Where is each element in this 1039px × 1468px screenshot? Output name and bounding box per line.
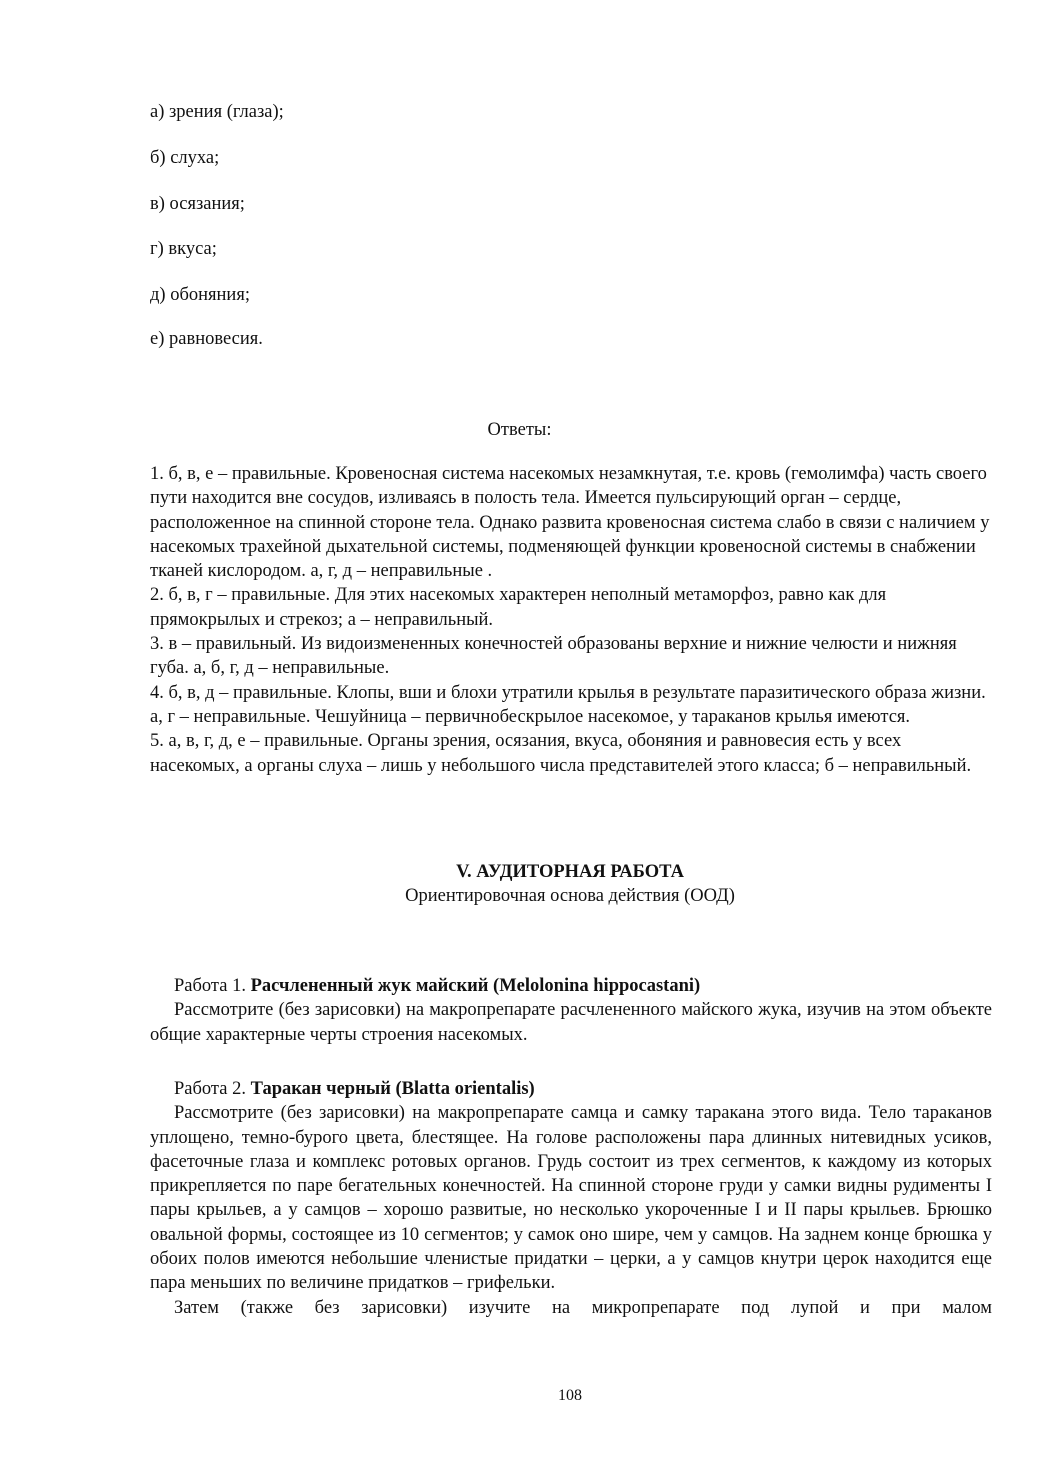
work-2-prefix: Работа 2.	[174, 1079, 251, 1099]
work-1-text: Рассмотрите (без зарисовки) на макропрепарате расчлененного майского жука, изучив на этом объекте общие характерные черты строения насекомых.	[150, 1000, 992, 1045]
option-c: в) осязания;	[150, 194, 245, 214]
section-title: V. АУДИТОРНАЯ РАБОТА	[456, 862, 684, 882]
work-1-prefix: Работа 1.	[174, 976, 251, 996]
work-1	[150, 974, 992, 1047]
option-f: е) равновесия.	[150, 329, 263, 349]
answers-list	[150, 462, 992, 778]
work-2-title: Таракан черный (Blatta orientalis)	[250, 1079, 535, 1099]
work-2-heading	[150, 1077, 992, 1101]
work-1-title: Расчлененный жук майский (Melolonina hippocastani)	[250, 976, 701, 996]
work-1-heading	[150, 974, 992, 998]
section-subtitle: Ориентировочная основа действия (ООД)	[405, 886, 735, 906]
option-e: д) обоняния;	[150, 285, 250, 305]
answer-2: 2. б, в, г – правильные. Для этих насекомых характерен неполный метаморфоз, равно как для прямокрылых и стрекоз; а – неправильный.	[150, 585, 887, 630]
option-a: а) зрения (глаза);	[150, 102, 284, 122]
answer-5: 5. а, в, г, д, е – правильные. Органы зрения, осязания, вкуса, обоняния и равновесия есть у всех насекомых, а органы слуха – лишь у небольшого числа представителей этого класса; б – неправильный.	[150, 731, 972, 776]
option-d: г) вкуса;	[150, 239, 217, 259]
option-b: б) слуха;	[150, 148, 220, 168]
answer-3: 3. в – правильный. Из видоизмененных конечностей образованы верхние и нижние челюсти и нижняя губа. а, б, г, д – неправильные.	[150, 634, 957, 679]
work-2-text-continued: Затем (также без зарисовки) изучите на микропрепарате под лупой и при малом	[174, 1297, 992, 1318]
answers-heading: Ответы:	[487, 420, 552, 440]
answer-1: 1. б, в, е – правильные. Кровеносная система насекомых незамкнутая, т.е. кровь (гемолимфа) часть своего пути находится вне сосудов, изливаясь в полость тела. Имеется пульсирующий орган – сердце, расположенное на спинной стороне тела. Однако развита кровеносная система слабо в связи с наличием у насекомых трахейной дыхательной системы, подменяющей функции кровеносной системы в снабжении тканей кислородом. а, г, д – неправильные .	[150, 464, 990, 582]
work-2	[150, 1077, 992, 1320]
page-number: 108	[558, 1387, 582, 1404]
answer-4: 4. б, в, д – правильные. Клопы, вши и блохи утратили крылья в результате паразитического образа жизни. а, г – неправильные. Чешуйница – первичнобескрылое насекомое, у тараканов крылья имеются.	[150, 682, 986, 727]
work-2-text: Рассмотрите (без зарисовки) на макропрепарате самца и самку таракана этого вида. Тело тараканов уплощено, темно-бурого цвета, блестящее. На голове расположены пара длинных нитевидных усиков, фасеточные глаза и комплекс ротовых органов. Грудь состоит из трех сегментов, к каждому из которых прикрепляется по паре бегательных конечностей. На спинной стороне груди у самки видны рудименты I пары крыльев, а у самцов – хорошо развитые, но несколько укороченные I и II пары крыльев. Брюшко овальной формы, состоящее из 10 сегментов; у самок оно шире, чем у самцов. На заднем конце брюшка у обоих полов имеются небольшие членистые придатки – церки, а у самцов кнутри церок находится еще пара меньших по величине придатков – грифельки.	[150, 1103, 992, 1294]
